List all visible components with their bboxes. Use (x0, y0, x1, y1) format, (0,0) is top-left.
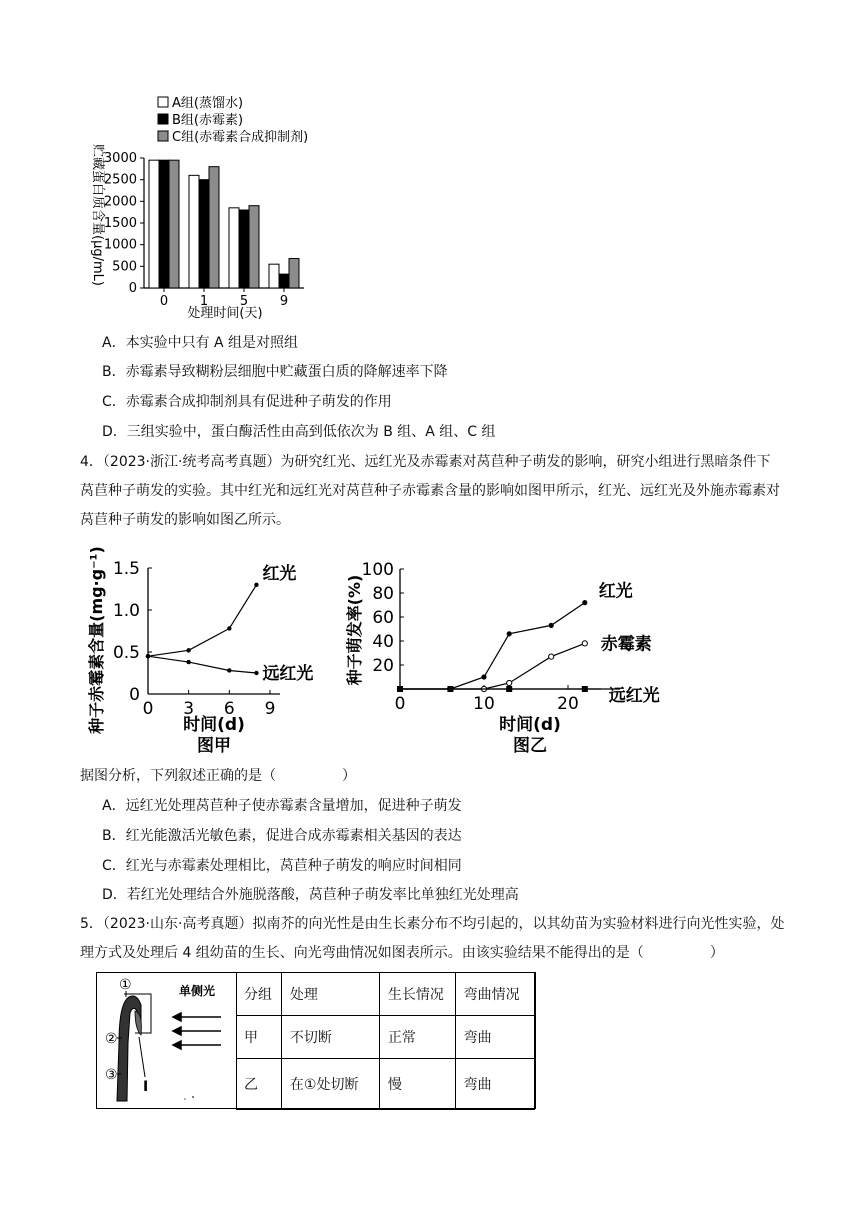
q4-question (80, 448, 780, 535)
bar (279, 274, 289, 288)
fig-a-point (254, 671, 258, 675)
marker-2: ② (105, 1031, 118, 1047)
fig-a-series-label: 远红光 (262, 664, 314, 684)
bar (239, 210, 249, 288)
fig-a-point (227, 668, 231, 672)
table-cell: 正常 (379, 1016, 455, 1059)
q5-question (80, 910, 786, 968)
fig-a-lines (146, 563, 314, 684)
bar-chart-bars (149, 160, 299, 288)
fig-a-y-ticks (113, 559, 152, 705)
q5-data-table (236, 972, 535, 1110)
bar (189, 175, 199, 288)
fig-b-point (506, 686, 512, 692)
bar-chart-legend (158, 95, 308, 145)
fig-a-y-tick-label: 0 (129, 685, 140, 705)
fig-b-y-ticks (362, 560, 404, 676)
table-cell: 弯曲 (455, 1059, 534, 1110)
bar (159, 160, 169, 288)
bar-chart-y-ticks (104, 151, 144, 296)
fig-a-point (254, 583, 258, 587)
fig-b-x-label: 时间(d) (499, 715, 561, 735)
fig-b-point (507, 631, 512, 636)
q4-option-c: C．红光与赤霉素处理相比，莴苣种子萌发的响应时间相同 (102, 858, 462, 874)
fig-a-x-tick-label: 0 (142, 699, 154, 719)
bar-chart-x-label: 处理时间(天) (187, 306, 263, 321)
legend-label: A组(蒸馏水) (172, 96, 244, 111)
bar (269, 264, 279, 288)
bar (199, 180, 209, 288)
bar-y-tick-label: 3000 (103, 151, 137, 166)
fig-b-series-line (400, 643, 585, 689)
fig-a-x-label: 时间(d) (183, 715, 245, 735)
bar (209, 167, 219, 288)
table-header-cell: 处理 (281, 973, 379, 1016)
bar-x-tick-label: 9 (279, 294, 289, 309)
table-cell: 乙 (236, 1059, 281, 1110)
table-header-cell: 生长情况 (379, 973, 455, 1016)
fig-b-y-tick-label: 20 (372, 656, 394, 676)
fig-a-point (146, 654, 150, 658)
table-cell: 在①处切断 (281, 1059, 379, 1110)
fig-b-series-label: 赤霉素 (600, 634, 652, 655)
bar-x-tick-label: 1 (199, 294, 209, 309)
fig-b-point (582, 641, 587, 646)
bar (149, 160, 159, 288)
bar (289, 259, 299, 288)
bar-x-tick-label: 0 (159, 294, 169, 309)
bar-chart-y-label: 贮藏蛋白质含量(μg/mL) (90, 144, 105, 286)
bar (229, 208, 239, 288)
q4-stem-end: ） (342, 768, 356, 784)
bar-y-tick-label: 2000 (103, 194, 137, 210)
fig-b-y-tick-label: 60 (372, 608, 394, 628)
fig-b-x-tick-label: 10 (473, 694, 495, 714)
fig-b-y-label: 种子萌发率(%) (345, 574, 364, 686)
q4-number: 4． (80, 454, 103, 470)
q5-source: （2023·山东·高考真题） (102, 916, 253, 932)
bar (169, 160, 179, 288)
q4-option-a: A．远红光处理莴苣种子使赤霉素含量增加，促进种子萌发 (102, 798, 462, 814)
bar-x-tick-label: 5 (239, 294, 249, 309)
fig-b-series-label: 红光 (598, 581, 633, 602)
fig-a-x-tick-label: 9 (264, 699, 276, 719)
q5-text-end: ） (709, 945, 724, 961)
fig-a-y-label: 种子赤霉素含量(mg·g⁻¹) (87, 546, 106, 734)
legend-label: C组(赤霉素合成抑制剂) (172, 130, 309, 145)
fig-b-point (507, 680, 512, 685)
fig-a-x-tick-label: 3 (183, 699, 195, 719)
seedling-diagram (97, 973, 236, 1108)
q3-option-c: C．赤霉素合成抑制剂具有促进种子萌发的作用 (102, 394, 392, 410)
marker-1: ① (119, 977, 132, 993)
legend-swatch (158, 114, 168, 124)
table-cell: 弯曲 (455, 1016, 534, 1059)
q4-option-b: B．红光能激活光敏色素，促进合成赤霉素相关基因的表达 (102, 828, 462, 844)
bar-y-tick-label: 500 (112, 259, 137, 275)
table-header-cell: 分组 (236, 973, 281, 1016)
q5-figure-table-box (96, 972, 536, 1109)
fig-b-y-tick-label: 100 (361, 560, 394, 580)
q4-stem (80, 766, 356, 786)
table-row (236, 1059, 535, 1110)
fig-b-point (582, 600, 587, 605)
q4-source: （2023·浙江·统考高考真题） (102, 454, 281, 470)
legend-label: B组(赤霉素) (172, 113, 244, 128)
fig-b-point (549, 654, 554, 659)
storage-protein-bar-chart (70, 95, 390, 325)
germination-rate-chart (340, 555, 700, 755)
marker-I: I (143, 1079, 149, 1095)
fig-a-point (186, 648, 190, 652)
fig-a-y-tick-label: 1.0 (112, 601, 140, 621)
light-label: 单侧光 (179, 984, 216, 998)
seedling-figure (97, 973, 237, 1108)
fig-a-series-label: 红光 (262, 563, 297, 584)
marker-3: ③ (105, 1067, 118, 1083)
fig-b-point (397, 686, 403, 692)
bar-y-tick-label: 2500 (103, 172, 137, 188)
q4-option-d: D．若红光处理结合外施脱落酸，莴苣种子萌发率比单独红光处理高 (102, 887, 519, 903)
fig-b-point (481, 674, 486, 679)
fig-a-x-tick-label: 6 (223, 699, 235, 719)
table-header-cell: 弯曲情况 (455, 973, 534, 1016)
fig-a-caption: 图甲 (197, 736, 231, 755)
fig-b-point (447, 686, 453, 692)
bar-y-tick-label: 0 (128, 281, 137, 296)
fig-a-point (227, 626, 231, 630)
bar-y-tick-label: 1000 (103, 237, 137, 253)
fig-a-y-tick-label: 1.5 (112, 559, 140, 579)
fig-a-point (186, 660, 190, 664)
bar-y-tick-label: 1500 (103, 216, 137, 231)
q3-option-a: A．本实验中只有 A 组是对照组 (102, 335, 299, 351)
gibberellin-content-chart (80, 540, 350, 755)
q3-option-d: D．三组实验中，蛋白酶活性由高到低依次为 B 组、A 组、C 组 (102, 424, 496, 440)
fig-b-point (549, 623, 554, 628)
legend-swatch (158, 97, 168, 107)
q4-stem-text: 据图分析，下列叙述正确的是（ (80, 768, 276, 784)
fig-b-series-line (400, 603, 585, 689)
fig-b-lines (397, 581, 660, 706)
fig-b-y-tick-label: 80 (372, 584, 394, 604)
fig-b-series-label: 远红光 (608, 686, 660, 706)
q4-text: 为研究红光、远红光及赤霉素对莴苣种子萌发的影响，研究小组进行黑暗条件下莴苣种子萌发的实验。其中红光和远红光对莴苣种子赤霉素含量的影响如图甲所示，红光、远红光及外施赤霉素对莴苣种子萌发的影响如图乙所示。 (80, 454, 780, 528)
fig-a-series-line (148, 585, 256, 656)
table-header-row (236, 973, 535, 1016)
table-cell: 不切断 (281, 1016, 379, 1059)
fig-b-x-tick-label: 0 (394, 694, 406, 714)
fig-a-y-tick-label: 0.5 (112, 643, 140, 663)
legend-swatch (158, 131, 168, 141)
q5-text: 拟南芥的向光性是由生长素分布不均引起的，以其幼苗为实验材料进行向光性实验，处理方式及处理后 4 组幼苗的生长、向光弯曲情况如图表所示。由该实验结果不能得出的是（ (80, 916, 785, 961)
table-cell: 甲 (236, 1016, 281, 1059)
bar (249, 206, 259, 288)
fig-b-caption: 图乙 (513, 736, 547, 755)
light-arrows (173, 1013, 221, 1049)
fig-b-y-tick-label: 40 (372, 632, 394, 652)
table-row (236, 1016, 535, 1059)
q3-option-b: B．赤霉素导致糊粉层细胞中贮藏蛋白质的降解速率下降 (102, 364, 448, 380)
fig-b-x-tick-label: 20 (557, 694, 579, 714)
q5-number: 5． (80, 916, 103, 932)
table-cell: 慢 (379, 1059, 455, 1110)
fig-a-series-line (148, 656, 256, 673)
